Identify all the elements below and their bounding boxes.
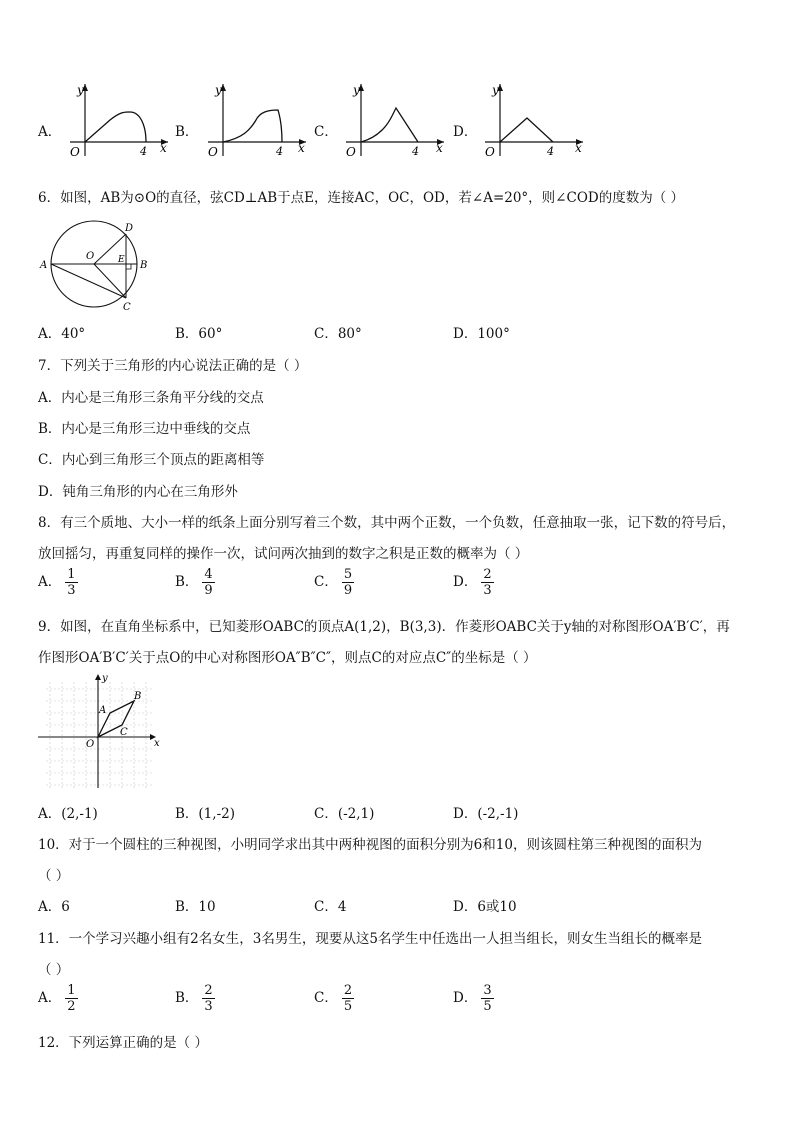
q11-option-a[interactable] bbox=[38, 983, 78, 1014]
q5-graph-d bbox=[475, 80, 595, 160]
q11-option-d-fraction bbox=[481, 983, 493, 1014]
denominator: 5 bbox=[483, 999, 492, 1014]
q5-graph-b bbox=[198, 80, 318, 160]
numerator: 2 bbox=[343, 983, 353, 998]
q5c-x-label: x bbox=[436, 141, 443, 155]
q11-stem-line1: 11．一个学习兴趣小组有2名女生，3名男生，现要从这5名学生中任选出一人担当组长，则女生当组长的概率是 bbox=[38, 931, 702, 947]
q10-stem-line2: （ ） bbox=[38, 868, 70, 884]
q5-option-c-label[interactable]: C． bbox=[314, 124, 338, 140]
numerator: 1 bbox=[67, 567, 76, 582]
q9-origin-label: O bbox=[86, 739, 95, 750]
q10-option-b[interactable]: B．10 bbox=[175, 899, 216, 915]
q6-option-a[interactable]: A．40° bbox=[38, 326, 86, 342]
q8-option-a-fraction bbox=[65, 567, 77, 598]
denominator: 9 bbox=[343, 583, 353, 598]
denominator: 3 bbox=[67, 583, 76, 598]
q7-option-a[interactable]: A．内心是三角形三条角平分线的交点 bbox=[38, 390, 264, 406]
q10-option-a[interactable]: A．6 bbox=[38, 899, 70, 915]
q5b-y-label: y bbox=[215, 83, 222, 97]
q6-point-a: A bbox=[40, 260, 48, 271]
q5a-y-label: y bbox=[77, 83, 84, 97]
q9-option-a[interactable]: A．(2,-1) bbox=[38, 806, 98, 822]
q5d-origin-label: O bbox=[485, 145, 495, 159]
q8-option-a-label: A． bbox=[38, 574, 62, 590]
q9-option-c[interactable]: C．(-2,1) bbox=[314, 806, 375, 822]
q11-option-c-fraction bbox=[342, 983, 354, 1014]
q8-option-c-label: C． bbox=[314, 574, 338, 590]
q10-option-d[interactable]: D．6或10 bbox=[453, 899, 517, 915]
q11-option-b-fraction bbox=[202, 983, 214, 1014]
q5a-origin-label: O bbox=[70, 145, 80, 159]
q9-point-a: A bbox=[99, 705, 107, 716]
q12-stem: 12．下列运算正确的是（ ） bbox=[38, 1035, 208, 1051]
numerator: 3 bbox=[483, 983, 492, 998]
numerator: 1 bbox=[67, 983, 76, 998]
q9-option-d[interactable]: D．(-2,-1) bbox=[453, 806, 519, 822]
q9-x-label: x bbox=[154, 738, 160, 749]
q5d-tick-label: 4 bbox=[547, 145, 554, 158]
q5c-y-label: y bbox=[353, 83, 360, 97]
q5a-tick-label: 4 bbox=[140, 145, 147, 158]
q9-stem-line1: 9．如图，在直角坐标系中，已知菱形OABC的顶点A(1,2)，B(3,3)．作菱形OABC关于y轴的对称图形OA′B′C′，再 bbox=[38, 619, 730, 635]
q8-option-d[interactable] bbox=[453, 567, 494, 598]
q11-option-a-fraction bbox=[65, 983, 77, 1014]
q5b-origin-label: O bbox=[208, 145, 218, 159]
q6-point-o: O bbox=[86, 251, 95, 262]
q11-option-c[interactable] bbox=[314, 983, 354, 1014]
q5b-x-label: x bbox=[298, 141, 305, 155]
q7-option-b[interactable]: B．内心是三角形三边中垂线的交点 bbox=[38, 421, 251, 437]
q8-option-d-fraction bbox=[481, 567, 493, 598]
q5b-tick-label: 4 bbox=[276, 145, 283, 158]
q6-point-e: E bbox=[118, 255, 125, 265]
q9-option-b[interactable]: B．(1,-2) bbox=[175, 806, 235, 822]
q9-coordinate-figure bbox=[36, 672, 166, 792]
q5d-x-label: x bbox=[575, 141, 582, 155]
q6-option-c[interactable]: C．80° bbox=[314, 326, 362, 342]
q11-option-d[interactable] bbox=[453, 983, 494, 1014]
q6-circle-figure bbox=[36, 216, 156, 316]
q6-option-d[interactable]: D．100° bbox=[453, 326, 510, 342]
q5a-x-label: x bbox=[160, 141, 167, 155]
q7-option-c[interactable]: C．内心到三角形三个顶点的距离相等 bbox=[38, 452, 265, 468]
q6-stem: 6．如图，AB为⊙O的直径，弦CD⊥AB于点E，连接AC，OC，OD，若∠A=20°，则∠COD的度数为（ ） bbox=[38, 190, 685, 206]
denominator: 3 bbox=[204, 999, 213, 1014]
q10-option-c[interactable]: C．4 bbox=[314, 899, 347, 915]
q5-option-b-label[interactable]: B． bbox=[175, 124, 199, 140]
q5-option-a-label[interactable]: A． bbox=[38, 124, 62, 140]
q11-option-d-label: D． bbox=[453, 990, 478, 1006]
q5d-y-label: y bbox=[492, 83, 499, 97]
q8-option-b[interactable] bbox=[175, 567, 215, 598]
q5-graph-c bbox=[336, 80, 456, 160]
q9-point-c: C bbox=[120, 727, 128, 738]
q6-point-d: D bbox=[125, 223, 134, 234]
q9-point-b: B bbox=[134, 691, 142, 702]
q7-option-d[interactable]: D．钝角三角形的内心在三角形外 bbox=[38, 484, 238, 500]
q6-point-c: C bbox=[123, 302, 131, 313]
q9-stem-line2: 作图形OA′B′C′关于点O的中心对称图形OA″B″C″，则点C的对应点C″的坐标是（ ） bbox=[38, 650, 537, 666]
q9-y-label: y bbox=[102, 673, 108, 684]
q8-option-b-label: B． bbox=[175, 574, 199, 590]
numerator: 2 bbox=[204, 983, 213, 998]
q5c-tick-label: 4 bbox=[412, 145, 419, 158]
q8-stem-line2: 放回摇匀，再重复同样的操作一次，试问两次抽到的数字之积是正数的概率为（ ） bbox=[38, 546, 529, 562]
q11-option-a-label: A． bbox=[38, 990, 62, 1006]
numerator: 5 bbox=[343, 567, 353, 582]
q6-point-b: B bbox=[140, 260, 148, 271]
q8-option-d-label: D． bbox=[453, 574, 478, 590]
q11-stem-line2: （ ） bbox=[38, 962, 70, 978]
q6-option-b[interactable]: B．60° bbox=[175, 326, 223, 342]
q11-option-b-label: B． bbox=[175, 990, 199, 1006]
q8-option-b-fraction bbox=[202, 567, 214, 598]
q10-stem-line1: 10．对于一个圆柱的三种视图，小明同学求出其中两种视图的面积分别为6和10，则该圆柱第三种视图的面积为 bbox=[38, 837, 702, 853]
denominator: 2 bbox=[67, 999, 76, 1014]
q5-graph-a bbox=[60, 80, 180, 160]
numerator: 4 bbox=[204, 567, 213, 582]
denominator: 5 bbox=[343, 999, 353, 1014]
denominator: 3 bbox=[483, 583, 492, 598]
q8-option-a[interactable] bbox=[38, 567, 78, 598]
q5-option-d-label[interactable]: D． bbox=[453, 124, 478, 140]
denominator: 9 bbox=[204, 583, 213, 598]
q11-option-c-label: C． bbox=[314, 990, 338, 1006]
q7-stem: 7．下列关于三角形的内心说法正确的是（ ） bbox=[38, 358, 308, 374]
numerator: 2 bbox=[483, 567, 492, 582]
q11-option-b[interactable] bbox=[175, 983, 215, 1014]
q8-stem-line1: 8．有三个质地、大小一样的纸条上面分别写着三个数，其中两个正数，一个负数，任意抽取一张，记下数的符号后， bbox=[38, 515, 736, 531]
q8-option-c-fraction bbox=[342, 567, 354, 598]
q8-option-c[interactable] bbox=[314, 567, 354, 598]
q5c-origin-label: O bbox=[346, 145, 356, 159]
